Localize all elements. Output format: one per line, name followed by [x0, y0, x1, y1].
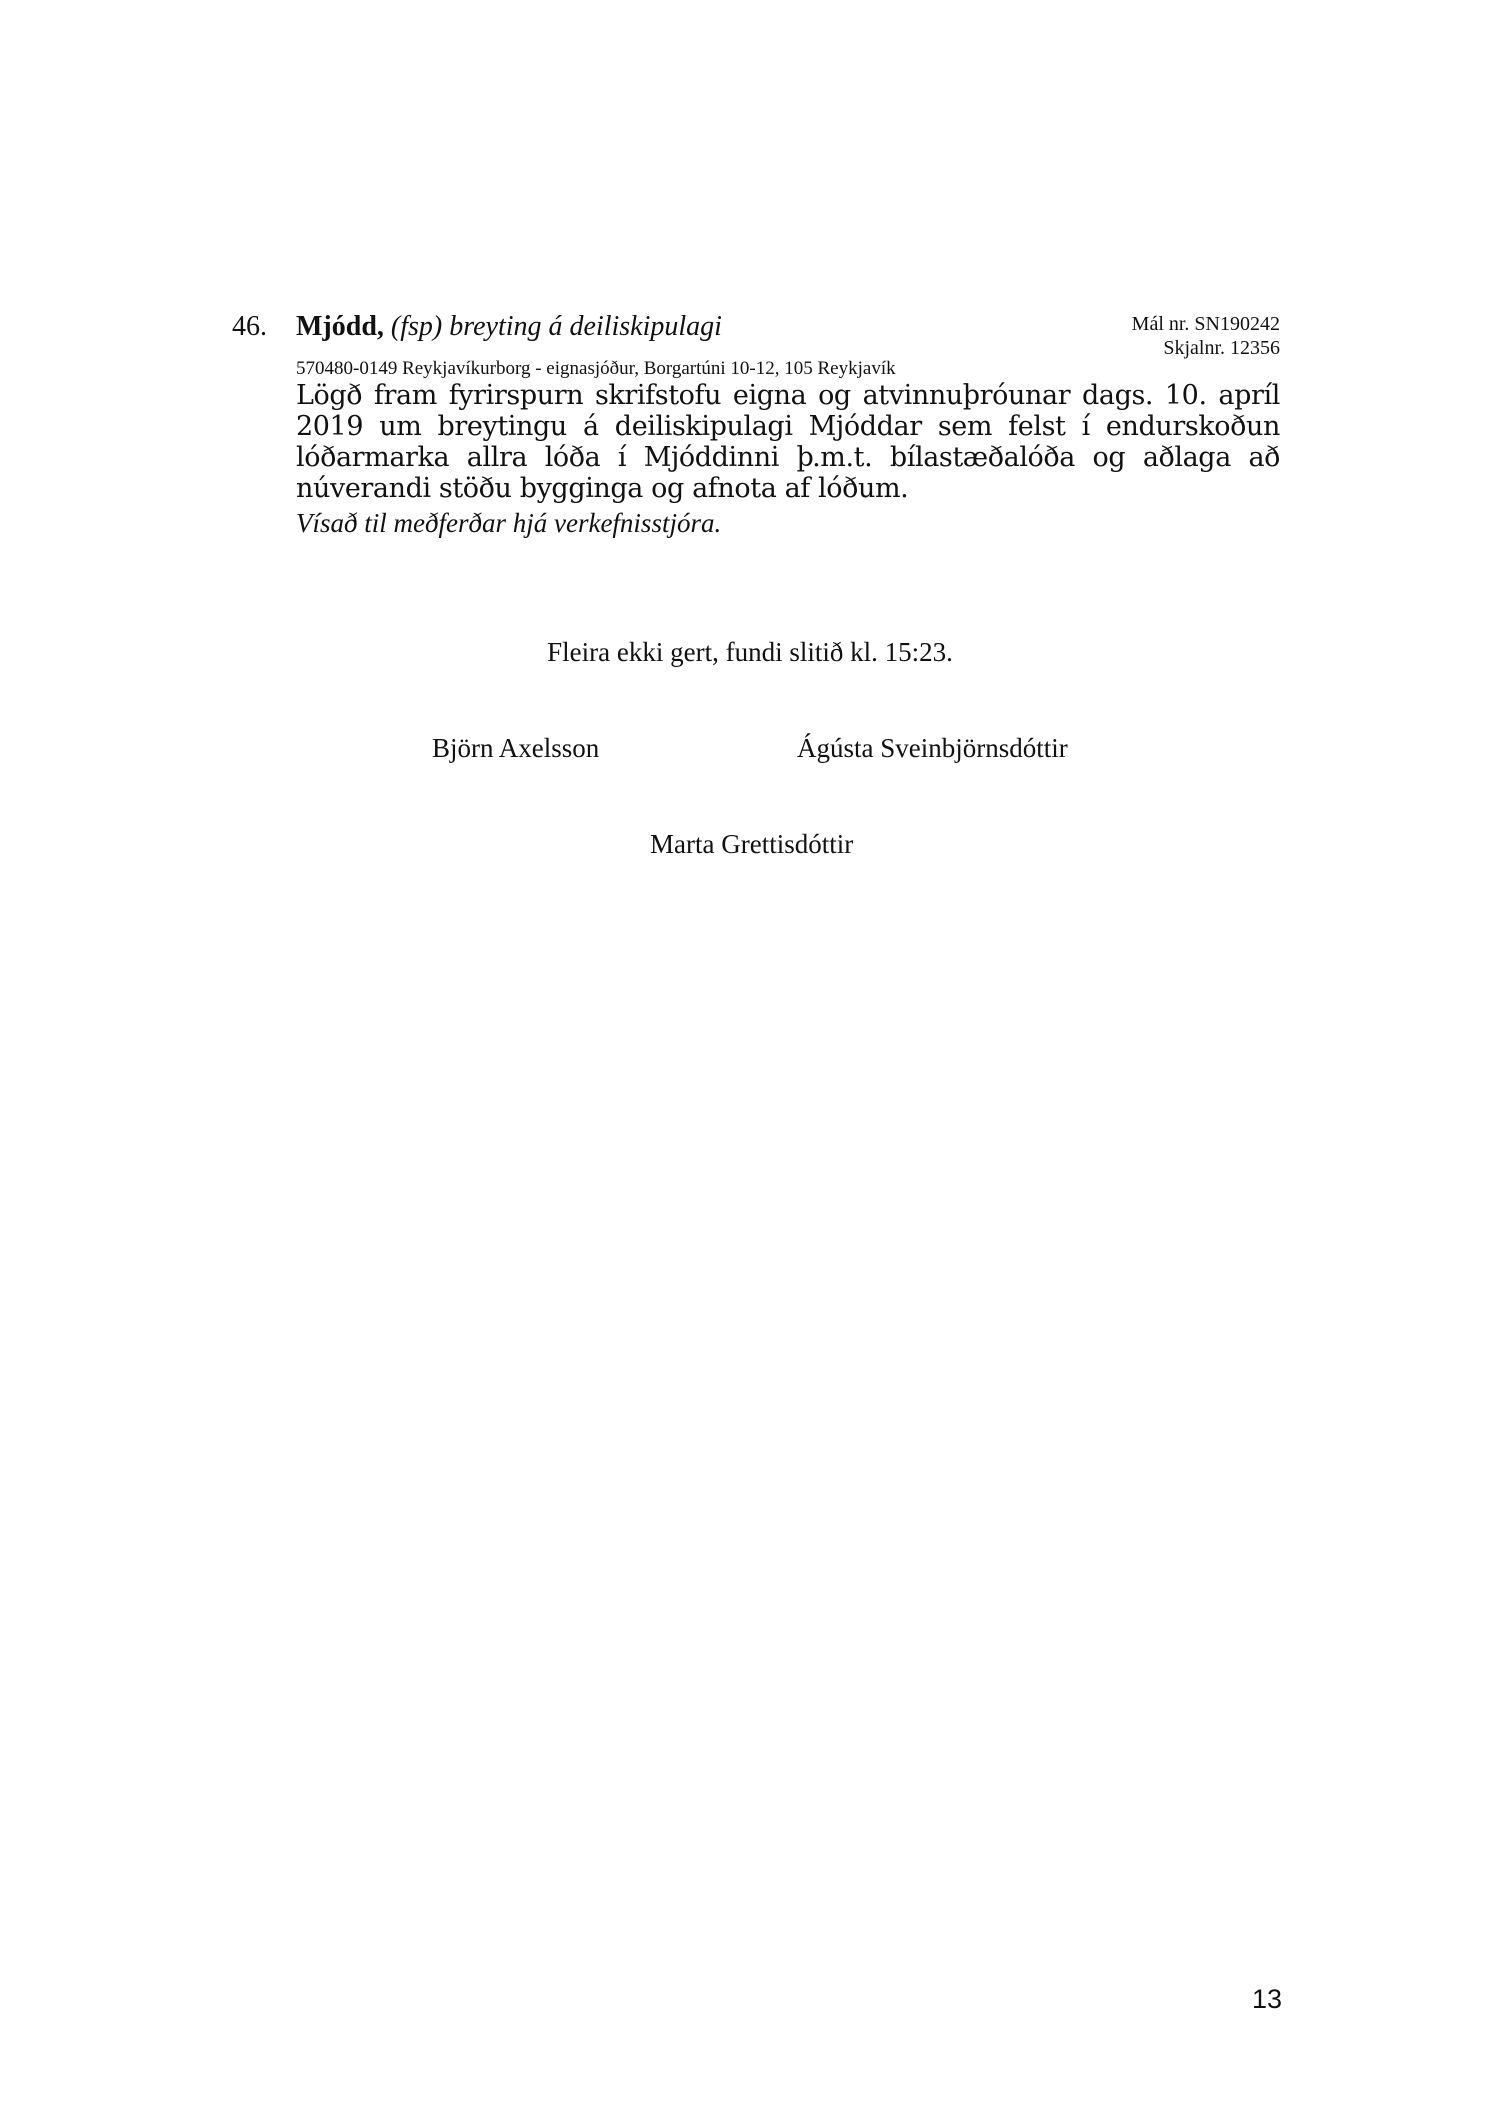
case-meta [1132, 312, 1280, 360]
closing-statement: Fleira ekki gert, fundi slitið kl. 15:23. [547, 637, 953, 667]
document-number: Skjalnr. 12356 [1163, 337, 1280, 359]
applicant: 570480-0149 Reykjavíkurborg - eignasjóður, Borgartúni 10-12, 105 Reykjavík [296, 358, 896, 379]
item-number: 46. [232, 311, 267, 342]
item-title [296, 311, 722, 343]
signatory-name: Marta Grettisdóttir [650, 829, 854, 859]
item-subtitle: (fsp) breyting á deiliskipulagi [390, 311, 722, 342]
page-number: 13 [1251, 1984, 1282, 2014]
item-name: Mjódd, [296, 311, 384, 342]
case-number: Mál nr. SN190242 [1131, 313, 1280, 335]
signatory-name: Björn Axelsson [432, 733, 600, 763]
signatory-name: Ágústa Sveinbjörnsdóttir [797, 733, 1068, 763]
item-body: Lögð fram fyrirspurn skrifstofu eigna og atvinnuþróunar dags. 10. apríl 2019 um breytingu á deiliskipulagi Mjóddar sem felst í endurskoðun lóðarmarka allra lóða í Mjóddinni þ.m.t. bílastæðalóða og aðlaga að núverandi stöðu bygginga og afnota af lóðum. [296, 380, 1280, 504]
item-decision: Vísað til meðferðar hjá verkefnisstjóra. [296, 508, 722, 538]
